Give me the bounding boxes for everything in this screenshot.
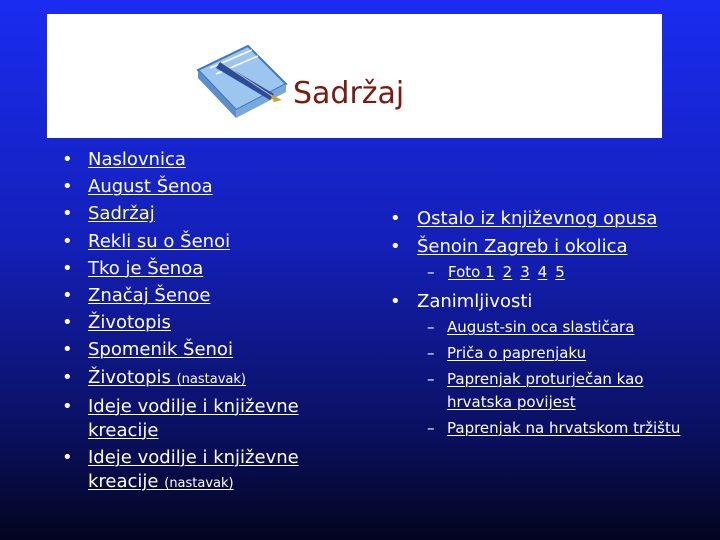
bullet: • (62, 176, 73, 198)
bullet: • (62, 312, 73, 334)
bullet: • (62, 446, 73, 468)
photo-link-1[interactable]: Foto 1 (448, 263, 495, 281)
photo-link-row (417, 261, 690, 284)
nav-link[interactable]: Naslovnica (88, 149, 186, 170)
nav-link-active[interactable]: Sadržaj (88, 203, 155, 225)
nav-item-sadrzaj[interactable] (62, 202, 352, 226)
nav-link: Šenoin Zagreb i okolica (417, 236, 628, 257)
nav-item-spomenik[interactable] (62, 338, 352, 362)
nav-link[interactable]: Spomenik Šenoi (88, 339, 233, 361)
bullet: • (62, 203, 73, 225)
nav-link[interactable]: Značaj Šenoe (88, 284, 211, 306)
nav-link[interactable]: Rekli su o Šenoi (88, 230, 231, 252)
bullet: • (62, 230, 73, 252)
photo-link-5[interactable]: 5 (555, 263, 565, 281)
nav-item-zivotopis[interactable] (62, 311, 352, 335)
section-label: Zanimljivosti (417, 291, 533, 312)
nav-link-label: Životopis (88, 366, 171, 388)
nav-item-august-senoa[interactable] (62, 175, 352, 199)
photo-links (417, 261, 690, 284)
photo-link-3[interactable]: 3 (520, 263, 530, 281)
photo-link-4[interactable]: 4 (537, 263, 548, 281)
dash: – (427, 318, 435, 336)
nav-link[interactable]: Tko je Šenoa (88, 257, 204, 279)
left-nav-menu (62, 148, 352, 499)
nav-link[interactable]: Životopis (88, 312, 171, 334)
nav-item-zanimljivosti (390, 290, 690, 440)
nav-link-label: Ideje vodilje i književne kreacije (88, 446, 299, 492)
nav-link[interactable] (88, 447, 299, 492)
bullet: • (390, 236, 401, 257)
dash: – (427, 263, 435, 281)
nav-item-zivotopis-nastavak[interactable] (62, 366, 352, 392)
dash: – (427, 370, 435, 388)
nav-link[interactable] (88, 367, 246, 388)
title-banner (47, 14, 662, 138)
nav-item-ostalo[interactable] (390, 207, 690, 231)
bullet: • (62, 395, 73, 417)
nav-link[interactable]: Ideje vodilje i književne kreacije (88, 395, 299, 441)
nav-item-rekli-su[interactable] (62, 230, 352, 254)
sub-item[interactable] (417, 417, 690, 440)
nav-item-znacaj[interactable] (62, 284, 352, 308)
bullet: • (62, 339, 73, 361)
photo-link-2[interactable]: 2 (502, 263, 513, 281)
right-nav-menu (390, 207, 690, 446)
zanimljivosti-submenu (417, 316, 690, 440)
nav-item-zagreb[interactable] (390, 235, 690, 284)
sub-link[interactable]: August-sin oca slastičara (447, 318, 635, 336)
nav-item-ideje[interactable] (62, 395, 352, 443)
nav-link[interactable]: Ostalo iz književnog opusa (417, 208, 658, 229)
bullet: • (390, 291, 401, 312)
sub-item[interactable] (417, 316, 690, 339)
bullet: • (62, 149, 73, 170)
nav-link-suffix: (nastavak) (164, 475, 234, 491)
sub-item[interactable] (417, 368, 690, 414)
bullet: • (62, 366, 73, 388)
bullet: • (62, 257, 73, 279)
nav-link-suffix: (nastavak) (176, 371, 246, 387)
bullet: • (62, 284, 73, 306)
page-title: Sadržaj (293, 76, 405, 111)
sub-link[interactable]: Paprenjak proturječan kao hrvatska povijest (447, 370, 644, 411)
sub-link[interactable]: Priča o paprenjaku (447, 344, 587, 362)
nav-link[interactable]: August Šenoa (88, 176, 213, 198)
nav-item-naslovnica[interactable] (62, 148, 352, 172)
nav-item-tko-je[interactable] (62, 257, 352, 281)
bullet: • (390, 208, 401, 229)
dash: – (427, 419, 435, 437)
sub-item[interactable] (417, 342, 690, 365)
nav-item-ideje-nastavak[interactable] (62, 446, 352, 496)
dash: – (427, 344, 435, 362)
notebook-pen-icon (190, 40, 290, 124)
sub-link[interactable]: Paprenjak na hrvatskom tržištu (447, 419, 681, 437)
